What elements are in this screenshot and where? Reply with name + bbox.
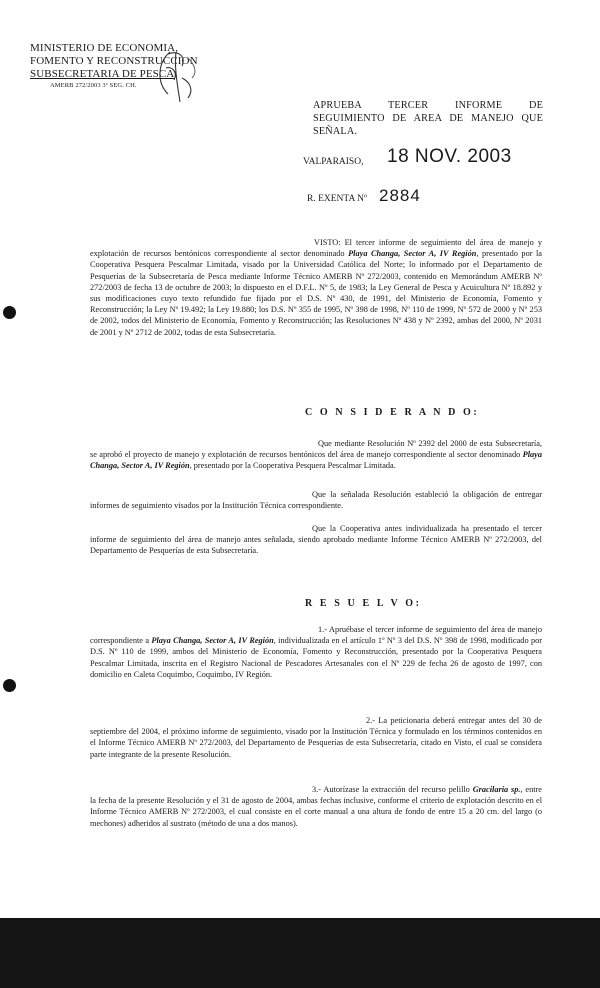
visto-label: VISTO: <box>314 238 341 247</box>
reference-code: AMERB 272/2003 3º SEG. CH. <box>50 82 137 89</box>
considerando-paragraph-2: Que la señalada Resolución estableció la obligación de entregar informes de seguimiento visados por la Institución Técnica correspondiente. <box>90 490 542 511</box>
sector-name: Playa Changa, Sector A, IV Región <box>348 249 477 259</box>
ministry-line-1: MINISTERIO DE ECONOMIA, <box>30 42 179 54</box>
place-label: VALPARAISO, <box>303 157 364 167</box>
resuelvo-article-1: 1.- Apruébase el tercer informe de seguimiento del área de manejo correspondiente a Playa Changa, Sector A, IV Región, individualizada en el artículo 1º Nº 3 del D.S. Nº 398 de 1998, modificado por D.S. Nº 110 de 1999, ambos del Ministerio de Economía, Fomento y Reconstrucción, presentado por la Cooperativa Pesquera Pescalmar Limitada, inscrita en el Registro Nacional de Pescadores Artesanales con el Nº 229 de fecha 26 de agosto de 1997, con domicilio en Caleta Coquimbo, Coquimbo, IV Región. <box>90 625 543 679</box>
resolution-number: 2884 <box>379 186 421 205</box>
ministry-line-2: FOMENTO Y RECONSTRUCCION <box>30 55 198 67</box>
ministry-line-3: SUBSECRETARIA DE PESCA <box>30 68 175 80</box>
considerando-heading: C O N S I D E R A N D O: <box>305 407 480 418</box>
document-title: APRUEBA TERCER INFORME DE SEGUIMIENTO DE AREA DE MANEJO QUE SEÑALA. <box>313 100 543 137</box>
resuelvo-article-3: 3.- Autorízase la extracción del recurso pelillo Gracilaria sp., entre la fecha de la presente Resolución y el 31 de agosto de 2004, ambas fechas inclusive, conforme el criterio de explotación descrito en el Informe Técnico AMERB Nº 272/2003, el cual consiste en el corte manual a una altura de fondo de entre 15 a 20 cm. del largo (o mechones) adheridos al sustrato (método de una a dos manos). <box>90 785 542 828</box>
punch-hole <box>3 306 16 319</box>
sector-name: Playa Changa, Sector A, IV Región <box>90 450 542 471</box>
resuelvo-article-2: 2.- La peticionaria deberá entregar antes del 30 de septiembre del 2004, el próximo informe de seguimiento, visado por la Institución Técnica y formulado en los términos contenidos en el Informe Técnico AMERB Nº 272/2003, del Departamento de Pesquerías de esta Subsecretaría, citado en Visto, el cual se considera parte integrante de la presente Resolución. <box>90 716 542 759</box>
punch-hole <box>3 679 16 692</box>
considerando-paragraph-3: Que la Cooperativa antes individualizada ha presentado el tercer informe de seguimiento del área de manejo antes señalada, siendo aprobado mediante Informe Técnico AMERB Nº 272/2003, del Departamento de Pesquerías de esta Subsecretaría. <box>90 524 542 556</box>
sector-name: Playa Changa, Sector A, IV Región <box>151 636 274 646</box>
date-stamp: 18 NOV. 2003 <box>387 146 512 167</box>
scan-bottom-border <box>0 918 600 988</box>
signature-stamp <box>148 48 208 106</box>
species-name: Gracilaria sp. <box>472 785 521 794</box>
resolution-label: R. EXENTA Nº <box>307 194 367 204</box>
visto-paragraph: VISTO: El tercer informe de seguimiento del área de manejo y explotación de recursos bentónicos correspondiente al sector denominado Playa Changa, Sector A, IV Región, presentado por la Cooperativa Pesquera Pescalmar Limitada, visado por la Universidad Católica del Norte; lo informado por el Departamento de Pesquerías de la Subsecretaría de Pesca mediante Informe Técnico AMERB Nº 272/2003, contenido en Memorándum AMERB Nº 272/2003 de fecha 13 de octubre de 2003; lo dispuesto en el D.F.L. Nº 5, de 1983; la Ley General de Pesca y Acuicultura Nº 18.892 y sus modificaciones cuyo texto refundido fue fijado por el D.S. Nº 430, de 1991, del Ministerio de Economía, Fomento y Reconstrucción; la Ley Nº 19.492; la Ley 19.880; los D.S. Nº 355 de 1995, Nº 398 de 1998, Nº 110 de 1999, Nº 572 de 2000 y Nº 253 de 2002, todos del Ministerio de Economía, Fomento y Reconstrucción; las Resoluciones Nº 438 y Nº 2392, ambas del 2000, Nº 2031 de 2001 y Nº 2712 de 2002, todas de esta Subsecretaría. <box>90 238 542 337</box>
considerando-paragraph-1: Que mediante Resolución Nº 2392 del 2000 de esta Subsecretaría, se aprobó el proyecto de manejo y explotación de recursos bentónicos del área de manejo correspondiente al sector denominado Playa Changa, Sector A, IV Región, presentado por la Cooperativa Pesquera Pescalmar Limitada. <box>90 439 542 471</box>
resuelvo-heading: R E S U E L V O: <box>305 598 422 609</box>
